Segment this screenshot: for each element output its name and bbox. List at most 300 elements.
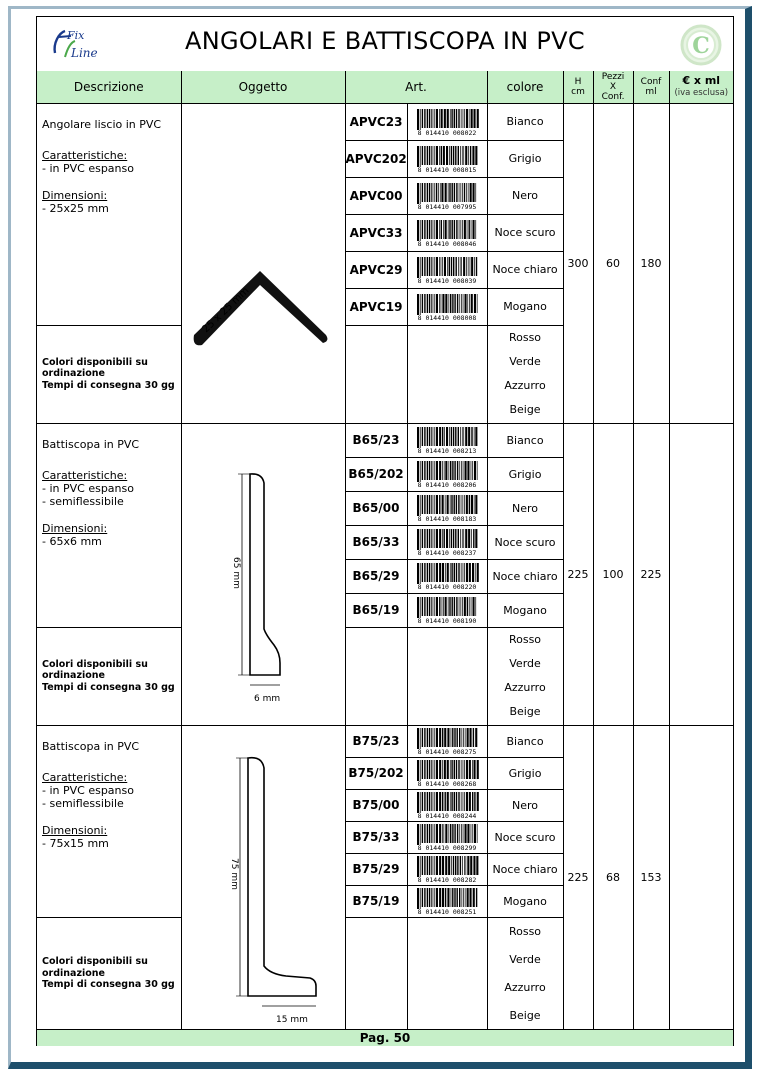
color-name: Bianco [487,103,563,140]
barcode-cell [407,103,487,140]
barcode-number: 8 014410 008206 [417,481,477,488]
barcode-number: 8 014410 008268 [417,780,477,787]
barcode-bar [456,495,457,514]
barcode-bar [446,146,448,165]
barcode-bar [466,792,468,811]
height-dimension-label: 75 mm [228,857,239,890]
barcode-bar [441,109,443,128]
barcode-bar [454,824,455,843]
barcode-bar [422,183,423,202]
barcode-number: 8 014410 008251 [417,908,477,915]
barcode-bar [467,888,469,907]
barcode-bar [422,792,423,811]
order-color-name: Verde [509,952,541,966]
barcode-bar [429,888,430,907]
barcode-bar [462,183,463,202]
color-name: Grigio [487,140,563,177]
barcode-bar [466,257,467,276]
value-pezzi: 60 [593,103,633,423]
barcode-bar [424,109,425,128]
barcode-bar [422,146,423,165]
barcode-bar [473,888,475,907]
color-name: Noce scuro [487,821,563,853]
barcode-cell [407,457,487,491]
barcode-bar [429,257,430,276]
barcode-bar [445,888,446,907]
barcode-bar [439,597,440,616]
barcode-bar [420,888,421,909]
barcode-number: 8 014410 008213 [417,447,477,454]
col-art: Art. [345,71,487,103]
barcode-bar [439,427,441,446]
barcode-bar [436,792,438,811]
barcode-bar [451,888,452,907]
barcode-bar [445,220,447,239]
barcode-bar [461,109,462,128]
barcode-bar [463,257,465,276]
article-code: APVC33 [345,214,407,251]
availability-line: ordinazione [42,967,105,979]
barcode-bar [471,294,473,313]
barcode-bar [456,220,457,239]
order-color-name: Rosso [508,632,542,646]
barcode-bar [451,728,452,747]
barcode-bar [454,461,455,480]
barcode-bar [464,792,465,811]
barcode-bar [467,824,469,843]
barcode-bar [454,183,455,202]
barcode-bar [463,760,464,779]
article-code: APVC202 [345,140,407,177]
barcode-bar [417,495,419,516]
article-code: B65/00 [345,491,407,525]
page-title: ANGOLARI E BATTISCOPA IN PVC [185,27,585,55]
barcode-bar [447,495,449,514]
barcode-bar [451,495,452,514]
barcode-bar [445,563,446,582]
order-color-name: Azzurro [504,980,546,994]
barcode-bar [436,563,438,582]
barcode-cell [407,491,487,525]
order-colors [487,325,563,423]
color-name: Noce chiaro [487,251,563,288]
barcode-bar [429,597,430,616]
barcode [413,791,481,819]
barcode-bar [473,597,475,616]
barcode-bar [431,888,432,907]
barcode-bar [427,597,428,616]
product-description [37,423,181,627]
col-pezzi [593,71,633,103]
caratteristica-item: - in PVC espanso [42,161,134,175]
barcode-number: 8 014410 008299 [417,844,477,851]
barcode-bar [463,824,464,843]
barcode-bar [470,728,472,747]
barcode-bar [431,856,432,875]
barcode-bar [417,427,419,448]
product-name: Battiscopa in PVC [42,437,140,451]
barcode-bar [463,792,464,811]
color-name: Bianco [487,423,563,457]
barcode-bar [471,427,472,446]
availability-line: ordinazione [42,670,105,682]
barcode-bar [456,563,457,582]
barcode-bar [417,856,419,877]
barcode-bar [441,294,442,313]
barcode-bar [442,856,444,875]
barcode-bar [434,856,435,875]
barcode-bar [452,597,453,616]
dimensioni-value: - 75x15 mm [42,836,109,850]
barcode-bar [429,427,430,446]
barcode-bar [459,597,460,616]
color-name: Nero [487,177,563,214]
empty-cell [345,917,407,1030]
barcode-bar [461,597,462,616]
barcode-bar [455,856,456,875]
barcode-bar [447,792,449,811]
barcode-bar [445,792,446,811]
barcode [413,182,481,210]
barcode-bar [467,294,468,313]
barcode-bar [450,294,451,313]
barcode-bar [424,461,425,480]
barcode [413,256,481,284]
barcode-bar [422,597,423,616]
barcode-bar [451,109,452,128]
caratteristica-item: - in PVC espanso [42,481,134,495]
barcode-bar [429,294,430,313]
barcode-bar [434,824,435,843]
barcode-bar [453,146,454,165]
barcode-bar [457,294,458,313]
barcode-bar [474,792,475,811]
barcode-bar [433,461,434,480]
product-profile-drawing [182,727,346,1029]
barcode-bar [462,220,463,239]
barcode [413,855,481,883]
barcode [413,528,481,556]
barcode-bar [434,257,435,276]
barcode-bar [424,294,425,313]
barcode-bar [459,220,460,239]
barcode-bar [424,257,425,276]
barcode-bar [449,824,450,843]
barcode [413,426,481,454]
availability-line: ordinazione [42,368,105,380]
barcode-bar [451,257,452,276]
article-code: B75/00 [345,789,407,821]
barcode-bar [464,760,465,779]
barcode-bar [444,728,446,747]
barcode-bar [417,109,419,130]
barcode-bar [459,461,460,480]
col-price [669,71,733,103]
barcode-bar [454,294,455,313]
barcode-bar [424,563,425,582]
barcode-bar [439,760,441,779]
barcode-bar [420,109,421,130]
barcode-bar [433,888,434,907]
barcode-number: 8 014410 008275 [417,748,477,755]
barcode-bar [442,760,443,779]
barcode-bar [464,183,465,202]
barcode-bar [422,495,423,514]
barcode-bar [433,563,434,582]
barcode-bar [466,183,467,202]
barcode-bar [473,220,475,239]
barcode-bar [420,728,421,749]
barcode-cell [407,725,487,757]
barcode-bar [431,257,432,276]
barcode-bar [429,461,430,480]
barcode-bar [420,792,421,813]
article-code: B75/29 [345,853,407,885]
empty-cell [407,325,487,423]
barcode-bar [442,495,444,514]
barcode-bar [431,427,432,446]
table-row [37,423,733,457]
barcode-bar [436,461,438,480]
barcode-bar [436,760,438,779]
barcode-bar [469,792,471,811]
barcode-bar [455,529,456,548]
order-color-name: Rosso [508,924,542,938]
order-color-name: Beige [509,402,541,416]
barcode-bar [433,760,434,779]
barcode-bar [417,728,419,749]
article-code: B65/29 [345,559,407,593]
barcode-bar [445,495,446,514]
barcode-bar [424,728,425,747]
barcode-bar [417,792,419,813]
barcode-bar [464,495,465,514]
article-code: APVC00 [345,177,407,214]
barcode-bar [456,760,457,779]
color-name: Mogano [487,593,563,627]
c-mark-logo [679,23,723,67]
color-name: Noce scuro [487,525,563,559]
barcode-bar [434,529,435,548]
barcode-bar [439,856,441,875]
barcode-bar [465,888,466,907]
barcode-bar [442,888,444,907]
barcode-number: 8 014410 008237 [417,549,477,556]
barcode-bar [424,495,425,514]
barcode-bar [433,109,434,128]
barcode-bar [471,597,472,616]
barcode-bar [449,183,450,202]
barcode-bar [439,792,441,811]
barcode-bar [456,597,457,616]
width-dimension-label: 15 mm [275,1014,308,1025]
barcode [413,108,481,136]
barcode-bar [442,294,444,313]
barcode-bar [439,495,440,514]
barcode-bar [420,597,421,618]
product-name: Battiscopa in PVC [42,739,140,753]
barcode-bar [468,529,470,548]
barcode-bar [439,728,441,747]
barcode-bar [443,220,444,239]
barcode-bar [477,109,479,128]
barcode-bar [424,220,425,239]
barcode-bar [431,183,432,202]
barcode-bar [424,824,425,843]
availability-note [37,325,181,423]
color-name: Mogano [487,885,563,917]
barcode-bar [463,728,464,747]
col-descrizione: Descrizione [37,71,181,103]
barcode [413,219,481,247]
barcode-bar [449,461,450,480]
barcode-bar [459,824,460,843]
value-conf: 180 [633,103,669,423]
barcode-bar [461,824,462,843]
table-header-row [37,71,733,103]
col-pezzi-l1: Pezzi [601,71,625,82]
barcode-bar [447,563,449,582]
barcode-cell [407,885,487,917]
barcode-bar [444,529,445,548]
article-code: B65/23 [345,423,407,457]
empty-cell [407,627,487,725]
barcode-bar [456,257,457,276]
barcode-bar [439,824,441,843]
barcode [413,596,481,624]
barcode-bar [433,824,434,843]
barcode-bar [429,220,430,239]
barcode-bar [474,461,476,480]
barcode-bar [474,760,476,779]
barcode-bar [454,597,455,616]
barcode-bar [451,792,452,811]
barcode-bar [471,220,472,239]
availability-line: Tempi di consegna 30 gg [42,681,175,693]
barcode-bar [442,563,444,582]
barcode-bar [474,824,476,843]
article-code: APVC29 [345,251,407,288]
barcode-bar [427,257,428,276]
article-code: B75/202 [345,757,407,789]
barcode-bar [457,824,458,843]
barcode-bar [472,146,474,165]
color-name: Bianco [487,725,563,757]
barcode-bar [431,109,432,128]
barcode-bar [442,597,443,616]
barcode-bar [475,597,476,616]
barcode-bar [466,563,468,582]
barcode-cell [407,789,487,821]
barcode [413,759,481,787]
barcode-bar [420,461,421,482]
barcode-bar [452,888,453,907]
barcode-bar [462,529,463,548]
barcode-bar [431,146,432,165]
barcode-bar [420,760,421,781]
barcode [413,293,481,321]
barcode-bar [466,109,468,128]
barcode-bar [465,461,467,480]
availability-line: Colori disponibili su [42,658,148,670]
barcode-bar [417,529,419,550]
barcode-bar [468,427,470,446]
barcode-number: 8 014410 008039 [417,276,477,284]
barcode-bar [456,792,457,811]
barcode-bar [447,760,449,779]
barcode-bar [434,760,435,779]
barcode-bar [427,220,428,239]
barcode-bar [439,257,440,276]
barcode-bar [434,495,435,514]
barcode-bar [469,109,470,128]
barcode-bar [463,529,464,548]
barcode-bar [436,824,438,843]
barcode-bar [420,183,421,204]
barcode-bar [427,183,428,202]
caratteristica-item: - semiflessibile [42,494,124,508]
dimensioni-label: Dimensioni: [42,823,108,837]
barcode-bar [436,257,438,276]
angle-profile-shape [193,271,327,345]
barcode-bar [469,597,470,616]
barcode-bar [459,294,460,313]
barcode-bar [471,824,472,843]
barcode-bar [439,109,440,128]
availability-line: Tempi di consegna 30 gg [42,979,175,991]
barcode-bar [462,888,463,907]
barcode-number: 8 014410 008046 [417,239,477,247]
barcode-bar [427,427,428,446]
barcode-number: 8 014410 007995 [417,202,477,210]
barcode-bar [436,146,438,165]
barcode-bar [420,495,421,516]
article-code: APVC23 [345,103,407,140]
barcode [413,823,481,851]
color-name: Nero [487,491,563,525]
order-color-name: Beige [509,1008,541,1022]
barcode-bar [445,856,447,875]
product-drawing-cell [181,725,345,1030]
barcode-cell [407,177,487,214]
barcode-bar [427,529,428,548]
barcode-bar [429,529,430,548]
barcode-bar [465,427,467,446]
barcode-bar [431,461,432,480]
barcode-bar [470,257,471,276]
barcode-bar [470,183,472,202]
barcode-bar [442,824,443,843]
article-code: APVC19 [345,288,407,325]
barcode-bar [475,427,477,446]
barcode-bar [444,257,446,276]
barcode-cell [407,593,487,627]
barcode-cell [407,140,487,177]
barcode-bar [434,728,435,747]
barcode-bar [429,824,430,843]
logo-text-fix: Fix [67,29,85,42]
barcode-bar [467,597,468,616]
color-name: Grigio [487,457,563,491]
barcode-bar [433,257,434,276]
col-conf-l1: Conf [640,76,662,87]
col-price-label: € x ml [682,73,721,87]
barcode-bar [476,856,478,875]
dimensioni-value: - 65x6 mm [42,534,102,548]
barcode-bar [450,109,451,128]
barcode-bar [471,495,473,514]
barcode-bar [440,183,441,202]
